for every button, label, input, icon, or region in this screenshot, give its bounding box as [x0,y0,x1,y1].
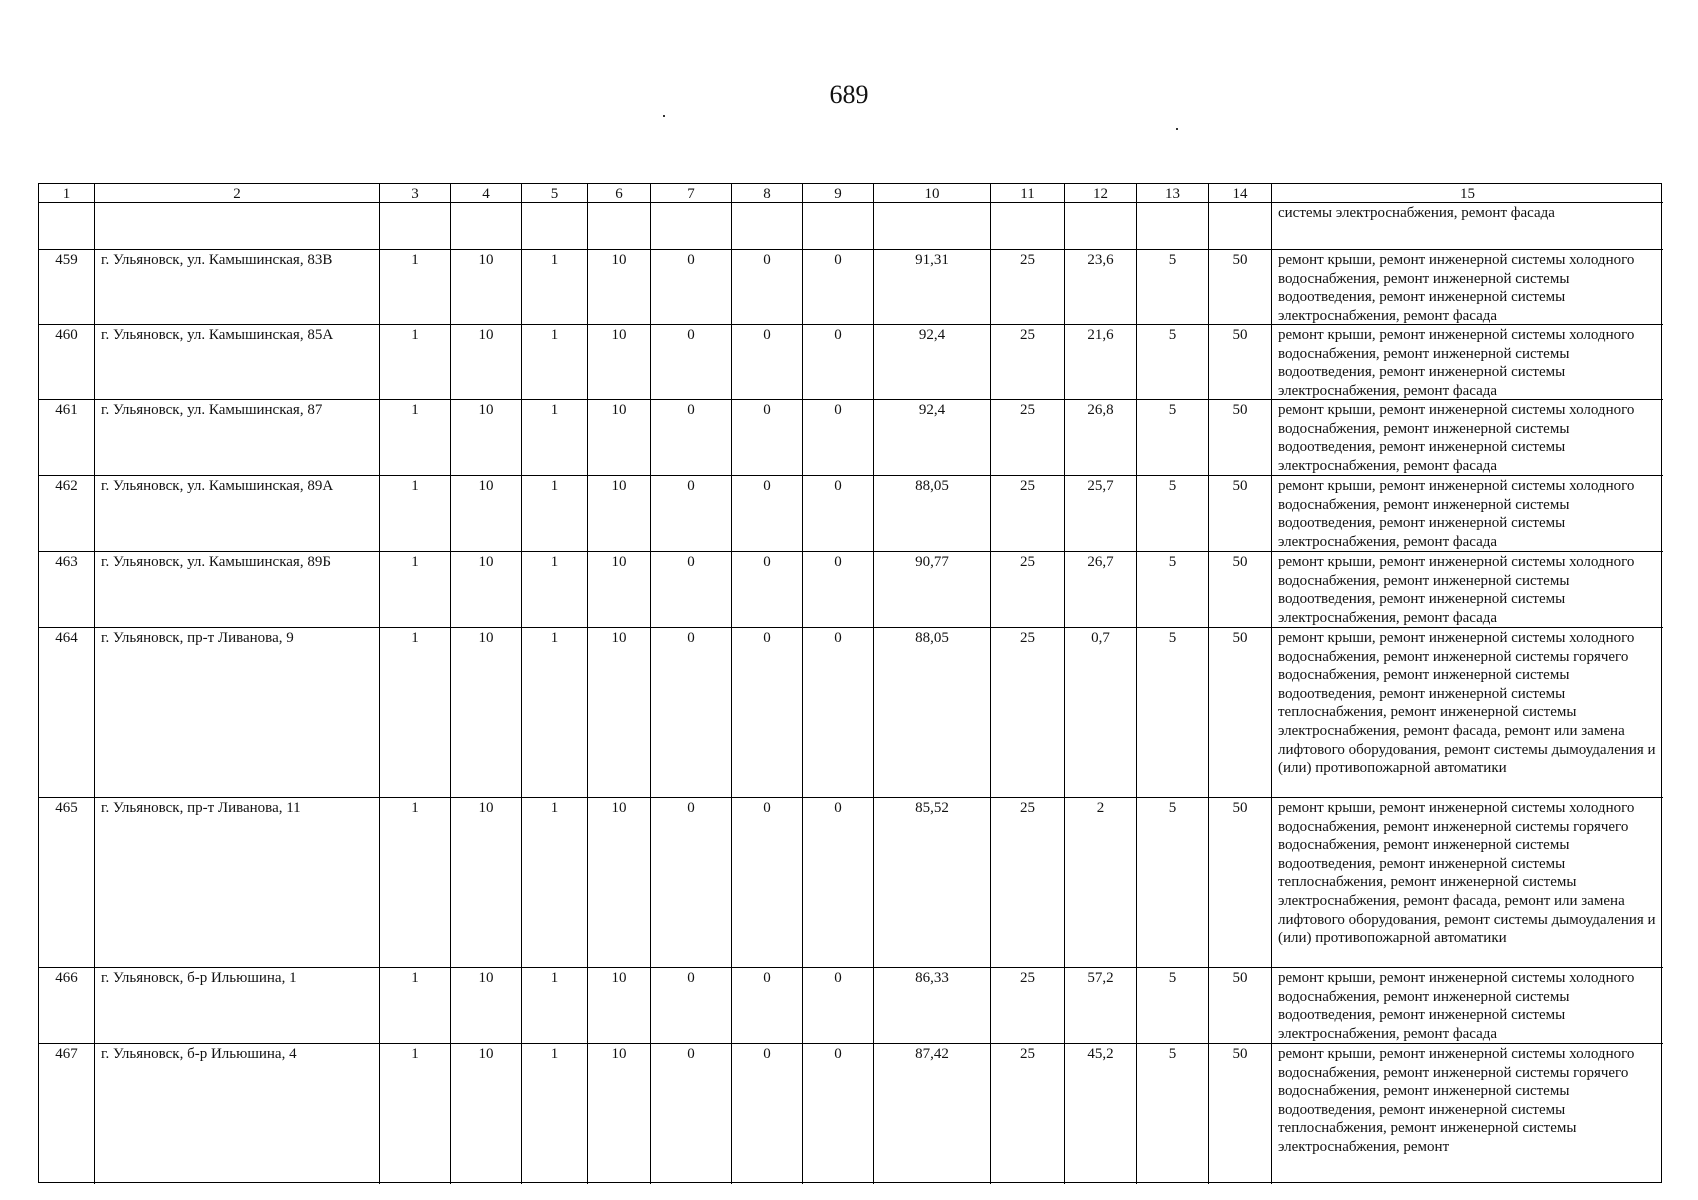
table-cell-col-4: 10 [451,325,522,400]
table-cell-col-14: 50 [1209,476,1272,552]
table-cell-col-10: 88,05 [874,476,991,552]
column-header-8: 8 [732,184,803,203]
table-cell-col-9: 0 [803,968,874,1044]
table-cell-col-8: 0 [732,798,803,968]
column-header-2: 2 [95,184,380,203]
table-cell-col-9: 0 [803,552,874,628]
table-cell-col-13: 5 [1137,1044,1209,1184]
table-cell-col-5: 1 [522,325,588,400]
table-cell-col-12: 45,2 [1065,1044,1137,1184]
empty-cell [874,203,991,250]
table-cell-col-3: 1 [380,250,451,325]
table-cell-col-12: 0,7 [1065,628,1137,798]
table-cell-col-3: 1 [380,552,451,628]
table-cell-col-6: 10 [588,250,651,325]
address-cell: г. Ульяновск, пр-т Ливанова, 11 [95,798,380,968]
table-cell-col-5: 1 [522,968,588,1044]
table-cell-col-6: 10 [588,628,651,798]
table-cell-col-13: 5 [1137,968,1209,1044]
table-cell-col-11: 25 [991,325,1065,400]
table-cell-col-9: 0 [803,628,874,798]
table-cell-col-3: 1 [380,400,451,476]
table-cell-col-3: 1 [380,798,451,968]
work-description-cell: ремонт крыши, ремонт инженерной системы холодного водоснабжения, ремонт инженерной системы горячего водоснабжения, ремонт инженерной системы водоотведения, ремонт инженерной системы теплоснабжения, ремонт инженерной системы электроснабжения, ремонт фасада, ремонт или замена лифтового оборудования, ремонт системы дымоудаления и (или) противопожарной автоматики [1272,628,1663,798]
table-cell-col-8: 0 [732,552,803,628]
work-description-cell: ремонт крыши, ремонт инженерной системы холодного водоснабжения, ремонт инженерной системы горячего водоснабжения, ремонт инженерной системы водоотведения, ремонт инженерной системы теплоснабжения, ремонт инженерной системы электроснабжения, ремонт фасада, ремонт или замена лифтового оборудования, ремонт системы дымоудаления и (или) противопожарной автоматики [1272,798,1663,968]
table-cell-col-7: 0 [651,400,732,476]
table-cell-col-5: 1 [522,400,588,476]
table-cell-col-12: 23,6 [1065,250,1137,325]
row-number-cell: 460 [39,325,95,400]
row-number-cell: 459 [39,250,95,325]
empty-cell [803,203,874,250]
table-cell-col-12: 21,6 [1065,325,1137,400]
address-cell: г. Ульяновск, б-р Ильюшина, 1 [95,968,380,1044]
table-cell-col-12: 57,2 [1065,968,1137,1044]
table-cell-col-13: 5 [1137,250,1209,325]
work-description-cell: ремонт крыши, ремонт инженерной системы холодного водоснабжения, ремонт инженерной системы горячего водоснабжения, ремонт инженерной системы водоотведения, ремонт инженерной системы теплоснабжения, ремонт инженерной системы электроснабжения, ремонт [1278,1046,1635,1155]
address-cell: г. Ульяновск, ул. Камышинская, 89Б [95,552,380,628]
table-cell-col-9: 0 [803,798,874,968]
table-cell-col-6: 10 [588,552,651,628]
table-cell-col-6: 10 [588,325,651,400]
table-cell-col-6: 10 [588,400,651,476]
table-cell-col-7: 0 [651,476,732,552]
table-cell-col-5: 1 [522,476,588,552]
address-cell: г. Ульяновск, пр-т Ливанова, 9 [95,628,380,798]
table-cell-col-3: 1 [380,325,451,400]
empty-cell [588,203,651,250]
table-cell-col-7: 0 [651,968,732,1044]
column-header-6: 6 [588,184,651,203]
table-cell-col-6: 10 [588,968,651,1044]
table-cell-col-9: 0 [803,400,874,476]
table-cell-col-3: 1 [380,628,451,798]
empty-cell [39,203,95,250]
table-cell-col-7: 0 [651,325,732,400]
table-cell-col-12: 25,7 [1065,476,1137,552]
table-cell-col-7: 0 [651,628,732,798]
address-cell: г. Ульяновск, ул. Камышинская, 89А [95,476,380,552]
table-cell-col-13: 5 [1137,476,1209,552]
table-cell-col-6: 10 [588,476,651,552]
column-header-15: 15 [1272,184,1663,203]
table-cell-col-4: 10 [451,1044,522,1184]
column-header-5: 5 [522,184,588,203]
table-cell-col-5: 1 [522,1044,588,1184]
table-cell-col-10: 90,77 [874,552,991,628]
address-cell: г. Ульяновск, ул. Камышинская, 83В [95,250,380,325]
table-cell-col-8: 0 [732,250,803,325]
table-cell-col-13: 5 [1137,325,1209,400]
table-cell-col-14: 50 [1209,628,1272,798]
table-cell-col-3: 1 [380,968,451,1044]
table-cell-col-7: 0 [651,250,732,325]
table-cell-col-14: 50 [1209,325,1272,400]
row-number-cell: 461 [39,400,95,476]
table-cell-col-10: 87,42 [874,1044,991,1184]
table-cell-col-4: 10 [451,628,522,798]
table-cell-col-9: 0 [803,325,874,400]
table-cell-col-9: 0 [803,250,874,325]
table-cell-col-11: 25 [991,400,1065,476]
table-cell-col-8: 0 [732,1044,803,1184]
table-cell-col-7: 0 [651,798,732,968]
scan-speck [1176,128,1178,130]
table-cell-col-5: 1 [522,628,588,798]
table-cell-col-10: 91,31 [874,250,991,325]
continued-work-cell: системы электроснабжения, ремонт фасада [1272,203,1663,250]
table-cell-col-9: 0 [803,1044,874,1184]
row-number-cell: 465 [39,798,95,968]
table-cell-col-11: 25 [991,628,1065,798]
table-cell-col-11: 25 [991,250,1065,325]
table-cell-col-5: 1 [522,250,588,325]
table-cell-col-13: 5 [1137,628,1209,798]
table-cell-col-14: 50 [1209,968,1272,1044]
table-cell-col-6: 10 [588,1044,651,1184]
table-cell-col-7: 0 [651,552,732,628]
row-number-cell: 466 [39,968,95,1044]
table-cell-col-10: 85,52 [874,798,991,968]
table-cell-col-11: 25 [991,798,1065,968]
table-cell-col-10: 86,33 [874,968,991,1044]
table-cell-col-11: 25 [991,552,1065,628]
empty-cell [522,203,588,250]
table-cell-col-4: 10 [451,250,522,325]
table-cell-col-8: 0 [732,476,803,552]
empty-cell [732,203,803,250]
table-cell-col-6: 10 [588,798,651,968]
work-description-cell: ремонт крыши, ремонт инженерной системы холодного водоснабжения, ремонт инженерной системы водоотведения, ремонт инженерной системы электроснабжения, ремонт фасада [1272,400,1663,476]
table-cell-col-10: 88,05 [874,628,991,798]
table-cell-col-4: 10 [451,400,522,476]
empty-cell [1137,203,1209,250]
table-cell-col-8: 0 [732,968,803,1044]
address-cell: г. Ульяновск, ул. Камышинская, 85А [95,325,380,400]
empty-cell [991,203,1065,250]
table-cell-col-14: 50 [1209,1044,1272,1184]
address-cell: г. Ульяновск, б-р Ильюшина, 4 [95,1044,380,1184]
column-header-4: 4 [451,184,522,203]
table-cell-col-14: 50 [1209,798,1272,968]
table-cell-col-14: 50 [1209,400,1272,476]
page-number: 689 [829,80,869,109]
table-cell-col-11: 25 [991,1044,1065,1184]
empty-cell [1065,203,1137,250]
row-number-cell: 462 [39,476,95,552]
row-number-cell: 467 [39,1044,95,1184]
data-table [38,183,1662,1183]
table-cell-col-4: 10 [451,476,522,552]
table-cell-col-12: 2 [1065,798,1137,968]
column-header-11: 11 [991,184,1065,203]
table-cell-col-10: 92,4 [874,325,991,400]
table-cell-col-11: 25 [991,968,1065,1044]
table-cell-col-13: 5 [1137,552,1209,628]
table-cell-col-4: 10 [451,968,522,1044]
table-cell-col-7: 0 [651,1044,732,1184]
table-cell-col-3: 1 [380,476,451,552]
table-cell-col-5: 1 [522,552,588,628]
column-header-9: 9 [803,184,874,203]
table-cell-col-14: 50 [1209,552,1272,628]
table-cell-col-4: 10 [451,798,522,968]
column-header-3: 3 [380,184,451,203]
empty-cell [380,203,451,250]
table-cell-col-8: 0 [732,400,803,476]
address-cell: г. Ульяновск, ул. Камышинская, 87 [95,400,380,476]
table-cell-col-12: 26,7 [1065,552,1137,628]
work-description-cell: ремонт крыши, ремонт инженерной системы холодного водоснабжения, ремонт инженерной системы водоотведения, ремонт инженерной системы электроснабжения, ремонт фасада [1272,968,1663,1044]
table-cell-col-12: 26,8 [1065,400,1137,476]
table-cell-col-10: 92,4 [874,400,991,476]
empty-cell [451,203,522,250]
row-number-cell: 463 [39,552,95,628]
empty-cell [1209,203,1272,250]
column-header-12: 12 [1065,184,1137,203]
table-cell-col-13: 5 [1137,400,1209,476]
column-header-10: 10 [874,184,991,203]
empty-cell [95,203,380,250]
table-cell-col-8: 0 [732,628,803,798]
column-header-7: 7 [651,184,732,203]
empty-cell [651,203,732,250]
table-cell-col-3: 1 [380,1044,451,1184]
work-description-cell: ремонт крыши, ремонт инженерной системы холодного водоснабжения, ремонт инженерной системы водоотведения, ремонт инженерной системы электроснабжения, ремонт фасада [1272,325,1663,400]
table-cell-col-4: 10 [451,552,522,628]
row-number-cell: 464 [39,628,95,798]
column-header-13: 13 [1137,184,1209,203]
table-cell-col-13: 5 [1137,798,1209,968]
table-cell-col-9: 0 [803,476,874,552]
work-description-cell: ремонт крыши, ремонт инженерной системы холодного водоснабжения, ремонт инженерной системы водоотведения, ремонт инженерной системы электроснабжения, ремонт фасада [1272,552,1663,628]
work-description-cell: ремонт крыши, ремонт инженерной системы холодного водоснабжения, ремонт инженерной системы водоотведения, ремонт инженерной системы электроснабжения, ремонт фасада [1272,476,1663,552]
table-cell-col-11: 25 [991,476,1065,552]
work-description-cell: ремонт крыши, ремонт инженерной системы холодного водоснабжения, ремонт инженерной системы водоотведения, ремонт инженерной системы электроснабжения, ремонт фасада [1272,250,1663,325]
column-header-14: 14 [1209,184,1272,203]
table-cell-col-14: 50 [1209,250,1272,325]
table-cell-col-8: 0 [732,325,803,400]
scan-speck [663,115,665,117]
column-header-1: 1 [39,184,95,203]
table-cell-col-5: 1 [522,798,588,968]
